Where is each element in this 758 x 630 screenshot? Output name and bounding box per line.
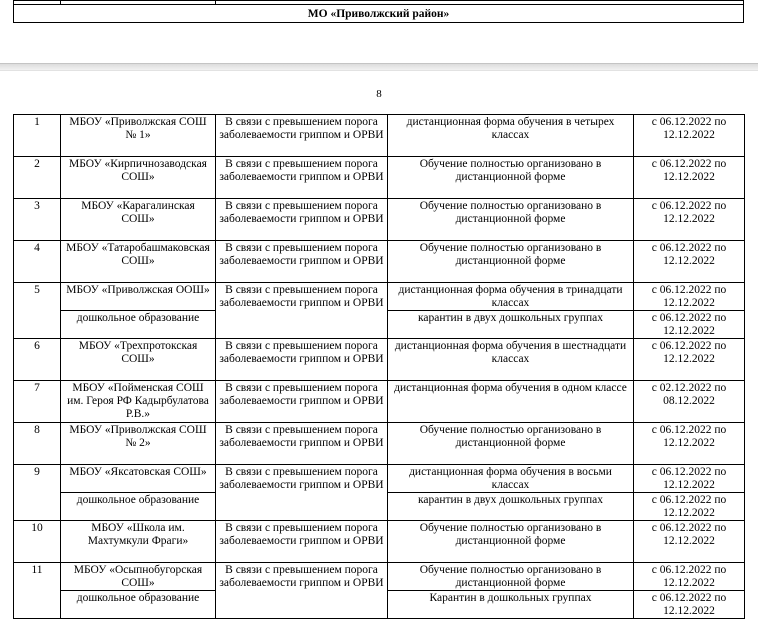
- school-name: МБОУ «Осыпнобугорская СОШ»: [61, 563, 216, 591]
- closure-reason: В связи с превышением порога заболеваемости гриппом и ОРВИ: [216, 241, 388, 283]
- row-number: 4: [14, 241, 61, 283]
- sub-measure-taken: Карантин в дошкольных группах: [388, 591, 634, 619]
- table-row: [14, 521, 745, 563]
- closure-period: с 06.12.2022 по 12.12.2022: [634, 283, 745, 311]
- table-row: [14, 423, 745, 465]
- closure-reason: В связи с превышением порога заболеваемости гриппом и ОРВИ: [216, 283, 388, 339]
- sub-school-name: дошкольное образование: [61, 591, 216, 619]
- table-row: [14, 339, 745, 381]
- closure-reason: В связи с превышением порога заболеваемости гриппом и ОРВИ: [216, 157, 388, 199]
- school-name: МБОУ «Яксатовская СОШ»: [61, 465, 216, 493]
- school-name: МБОУ «Пойменская СОШ им. Героя РФ Кадырбулатова Р.В.»: [61, 381, 216, 423]
- row-number: 8: [14, 423, 61, 465]
- closure-period: с 06.12.2022 по 12.12.2022: [634, 465, 745, 493]
- closure-period: с 02.12.2022 по 08.12.2022: [634, 381, 745, 423]
- closure-period: с 06.12.2022 по 12.12.2022: [634, 563, 745, 591]
- region-heading: МО «Приволжский район»: [14, 5, 744, 23]
- sub-closure-period: с 06.12.2022 по 12.12.2022: [634, 591, 745, 619]
- measure-taken: дистанционная форма обучения в тринадцати классах: [388, 283, 634, 311]
- row-number: 7: [14, 381, 61, 423]
- school-name: МБОУ «Татаробашмаковская СОШ»: [61, 241, 216, 283]
- row-number: 6: [14, 339, 61, 381]
- previous-page-table: [13, 0, 744, 23]
- school-name: МБОУ «Школа им. Махтумкули Фраги»: [61, 521, 216, 563]
- page-number: 8: [376, 88, 382, 100]
- table-row: [14, 199, 745, 241]
- measure-taken: дистанционная форма обучения в восьми классах: [388, 465, 634, 493]
- table-row: [14, 157, 745, 199]
- table-row: [14, 241, 745, 283]
- region-heading-row: [14, 5, 744, 23]
- school-name: МБОУ «Карагалинская СОШ»: [61, 199, 216, 241]
- school-name: МБОУ «Кирпичнозаводская СОШ»: [61, 157, 216, 199]
- sub-closure-period: с 06.12.2022 по 12.12.2022: [634, 493, 745, 521]
- measure-taken: Обучение полностью организовано в дистанционной форме: [388, 563, 634, 591]
- closure-period: с 06.12.2022 по 12.12.2022: [634, 157, 745, 199]
- sub-school-name: дошкольное образование: [61, 493, 216, 521]
- table-row: [14, 283, 745, 311]
- sub-measure-taken: карантин в двух дошкольных группах: [388, 311, 634, 339]
- table-row: [14, 465, 745, 493]
- row-number: 9: [14, 465, 61, 521]
- closure-period: с 06.12.2022 по 12.12.2022: [634, 115, 745, 157]
- row-number: 3: [14, 199, 61, 241]
- row-number: 11: [14, 563, 61, 619]
- sub-school-name: дошкольное образование: [61, 311, 216, 339]
- closure-reason: В связи с превышением порога заболеваемости гриппом и ОРВИ: [216, 115, 388, 157]
- closure-period: с 06.12.2022 по 12.12.2022: [634, 199, 745, 241]
- closure-period: с 06.12.2022 по 12.12.2022: [634, 241, 745, 283]
- table-row: [14, 115, 745, 157]
- measure-taken: дистанционная форма обучения в четырех классах: [388, 115, 634, 157]
- closure-reason: В связи с превышением порога заболеваемости гриппом и ОРВИ: [216, 381, 388, 423]
- page-break-separator: [0, 63, 758, 71]
- school-name: МБОУ «Приволжская СОШ № 1»: [61, 115, 216, 157]
- school-name: МБОУ «Приволжская ООШ»: [61, 283, 216, 311]
- closure-period: с 06.12.2022 по 12.12.2022: [634, 339, 745, 381]
- closure-reason: В связи с превышением порога заболеваемости гриппом и ОРВИ: [216, 199, 388, 241]
- measure-taken: Обучение полностью организовано в дистанционной форме: [388, 423, 634, 465]
- closure-period: с 06.12.2022 по 12.12.2022: [634, 521, 745, 563]
- measure-taken: дистанционная форма обучения в шестнадцати классах: [388, 339, 634, 381]
- measure-taken: дистанционная форма обучения в одном классе: [388, 381, 634, 423]
- closure-reason: В связи с превышением порога заболеваемости гриппом и ОРВИ: [216, 339, 388, 381]
- closure-reason: В связи с превышением порога заболеваемости гриппом и ОРВИ: [216, 563, 388, 619]
- table-row: [14, 563, 745, 591]
- measure-taken: Обучение полностью организовано в дистанционной форме: [388, 521, 634, 563]
- measure-taken: Обучение полностью организовано в дистанционной форме: [388, 199, 634, 241]
- row-number: 5: [14, 283, 61, 339]
- closure-reason: В связи с превышением порога заболеваемости гриппом и ОРВИ: [216, 465, 388, 521]
- closures-table: [13, 114, 745, 619]
- table-row: [14, 381, 745, 423]
- measure-taken: Обучение полностью организовано в дистанционной форме: [388, 157, 634, 199]
- closure-period: с 06.12.2022 по 12.12.2022: [634, 423, 745, 465]
- sub-measure-taken: карантин в двух дошкольных группах: [388, 493, 634, 521]
- sub-closure-period: с 06.12.2022 по 12.12.2022: [634, 311, 745, 339]
- row-number: 1: [14, 115, 61, 157]
- closure-reason: В связи с превышением порога заболеваемости гриппом и ОРВИ: [216, 423, 388, 465]
- closure-reason: В связи с превышением порога заболеваемости гриппом и ОРВИ: [216, 521, 388, 563]
- row-number: 2: [14, 157, 61, 199]
- closures-table-body: [14, 115, 745, 619]
- row-number: 10: [14, 521, 61, 563]
- school-name: МБОУ «Трехпротокская СОШ»: [61, 339, 216, 381]
- measure-taken: Обучение полностью организовано в дистанционной форме: [388, 241, 634, 283]
- school-name: МБОУ «Приволжская СОШ № 2»: [61, 423, 216, 465]
